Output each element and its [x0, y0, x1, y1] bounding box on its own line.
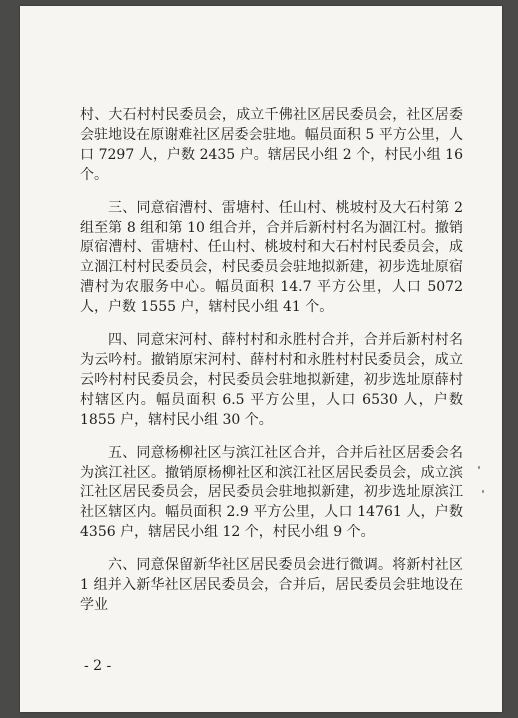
page-number: - 2 -	[84, 658, 112, 674]
paragraph-item-6: 六、同意保留新华社区居民委员会进行微调。将新村社区 1 组并入新华社区居民委员会，合并后，居民委员会驻地设在学业	[80, 557, 463, 613]
document-page	[20, 6, 502, 712]
paragraph-item-5: 五、同意杨柳社区与滨江社区合并，合并后社区居委会名为滨江社区。撤销原杨柳社区和滨江社区居民委员会，成立滨江社区居民委员会，居民委员会驻地拟新建，初步选址原滨江社区辖区内。幅员面积 2.9 平方公里，人口 14761 人，户数 4356 户，辖居民小组 12 个，村民小组 9 个。	[80, 444, 463, 541]
scan-speck	[482, 490, 484, 493]
paragraph-item-3: 三、同意宿漕村、雷塘村、任山村、桃坡村及大石村第 2 组至第 8 组和第 10 组合并，合并后新村村名为涸江村。撤销原宿漕村、雷塘村、任山村、桃坡村和大石村村民委员会，成立涸江村村民委员会，村民委员会驻地拟新建，初步选址原宿漕村为农服务中心。幅员面积 14.7 平方公里，人口 5072 人，户数 1555 户，辖村民小组 41 个。	[80, 199, 463, 316]
paragraph-item-4: 四、同意宋河村、薛村村和永胜村合并，合并后新村村名为云吟村。撤销原宋河村、薛村村和永胜村村民委员会，成立云吟村村民委员会，村民委员会驻地拟新建，初步选址原薛村村辖区内。幅员面积 6.5 平方公里，人口 6530 人，户数 1855 户，辖村民小组 30 个。	[80, 332, 463, 428]
paragraph-continuation: 村、大石村村民委员会，成立千佛社区居民委员会，社区居委会驻地设在原谢难社区居委会驻地。幅员面积 5 平方公里，人口 7297 人，户数 2435 户。辖居民小组 2 个，村民小组 16 个。	[80, 107, 463, 183]
scan-speck	[478, 466, 480, 469]
document-body	[80, 106, 463, 629]
